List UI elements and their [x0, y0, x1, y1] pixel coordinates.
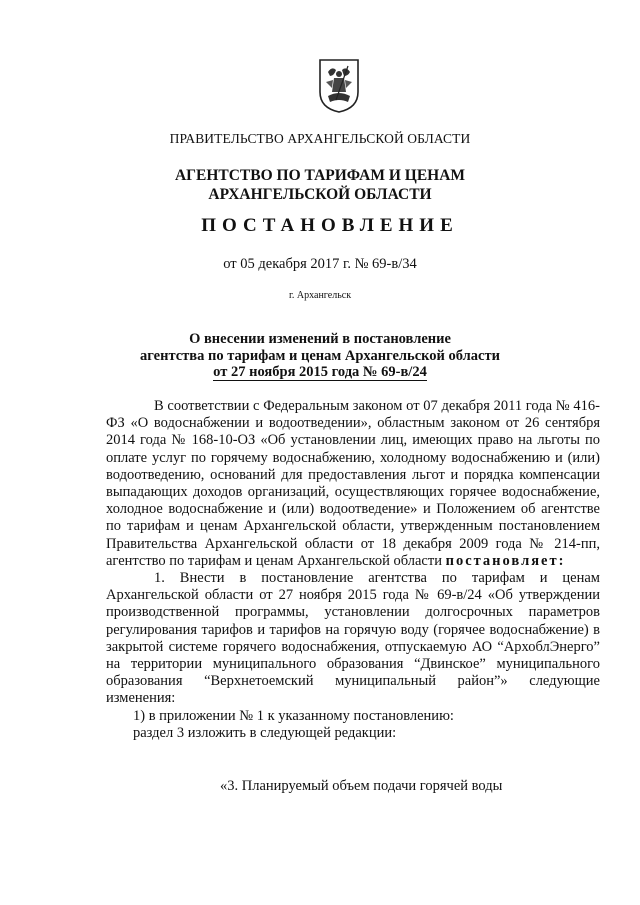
city-name: г. Архангельск: [288, 290, 352, 301]
subject-line3: от 27 ноября 2015 года № 69-в/24: [213, 364, 427, 380]
subject-line1: О внесении изменений в постановление: [189, 331, 451, 347]
document-body: [106, 398, 600, 742]
agency-name-line1: АГЕНТСТВО ПО ТАРИФАМ И ЦЕНАМ: [174, 167, 466, 184]
section-3-heading: «3. Планируемый объем подачи горячей воды: [220, 778, 503, 794]
agency-name-line2: АРХАНГЕЛЬСКОЙ ОБЛАСТИ: [208, 186, 432, 203]
subject-line2: агентства по тарифам и ценам Архангельской области: [140, 347, 500, 364]
preamble-paragraph: [106, 398, 600, 570]
decree-title: ПОСТАНОВЛЕНИЕ: [201, 215, 459, 236]
decree-subject: [0, 331, 640, 381]
item-1-paragraph: 1. Внести в постановление агентства по тарифам и ценам Архангельской области от 27 ноября 2015 года № 69-в/24 «Об утверждении производственной программы, установлении долгосрочных параметров регулирования тарифов и тарифов на горячую воду (горячее водоснабжение) в закрытой системе горячего водоснабжения, отпускаемую АО “АрхоблЭнерго” на территории муниципального образования “Двинское” муниципального образования “Верхнетоемский муниципальный район”» следующие изменения:: [106, 570, 600, 707]
preamble-text: В соответствии с Федеральным законом от 07 декабря 2011 года № 416-ФЗ «О водоснабжении и водоотведении», областным законом от 26 сентября 2014 года № 168-10-ОЗ «Об установлении лиц, имеющих право на льготы по оплате услуг по горячему водоснабжению, холодному водоснабжению и (или) водоотведению, оснований для предоставления льгот и порядка компенсации выпадающих доходов организаций, осуществляющих горячее водоснабжение, холодное водоснабжение и (или) водоотведение» и Положением об агентстве по тарифам и ценам Архангельской области, утвержденным постановлением Правительства Архангельской области от 18 декабря 2009 года № 214-пп, агентство по тарифам и ценам Архангельской области: [106, 398, 600, 569]
subitem-2: раздел 3 изложить в следующей редакции:: [133, 724, 397, 741]
government-name: ПРАВИТЕЛЬСТВО АРХАНГЕЛЬСКОЙ ОБЛАСТИ: [169, 131, 471, 146]
resolves-word: постановляет:: [445, 552, 566, 569]
decree-date-number: от 05 декабря 2017 г. № 69-в/34: [223, 256, 417, 272]
coat-of-arms-icon: [318, 58, 360, 114]
agency-name: [0, 166, 640, 204]
subitem-1: 1) в приложении № 1 к указанному постановлению:: [133, 707, 454, 724]
